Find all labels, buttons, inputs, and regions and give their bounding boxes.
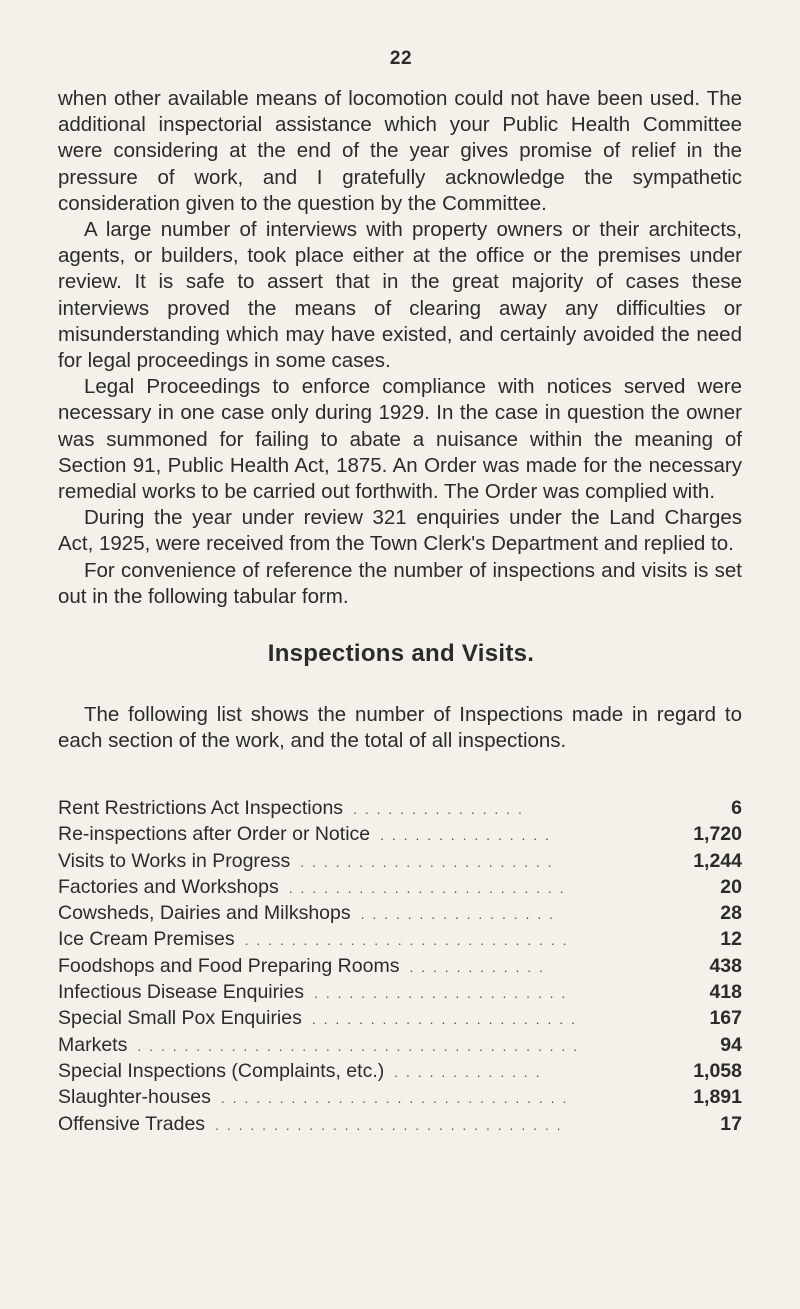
- dot-leader: . . . . . . . . . . . . . . .: [353, 801, 524, 817]
- report-body: [58, 86, 742, 610]
- paragraph-convenience: For convenience of reference the number of inspections and visits is set out in the following tabular form.: [58, 558, 742, 608]
- inspection-count: 20: [720, 875, 742, 898]
- inspection-label: Visits to Works in Progress: [58, 849, 291, 872]
- paragraph-legal-proceedings: Legal Proceedings to enforce compliance with notices served were necessary in one case only during 1929. In the case in question the owner was summoned for failing to abate a nuisance within the meaning of Section 91, Public Health Act, 1875. An Order was made for the necessary remedial works to be carried out forthwith. The Order was complied with.: [58, 375, 742, 504]
- inspection-count: 1,058: [693, 1059, 742, 1082]
- dot-leader: . . . . . . . . . . . . .: [394, 1063, 542, 1080]
- inspection-label: Rent Restrictions Act Inspections: [58, 797, 344, 819]
- inspection-label: Re-inspections after Order or Notice: [58, 823, 371, 846]
- inspection-label: Infectious Disease Enquiries: [58, 981, 305, 1004]
- dot-leader: . . . . . . . . . . . . . . . . .: [360, 906, 555, 923]
- inspection-label: Foodshops and Food Preparing Rooms: [58, 954, 400, 977]
- inspection-count: 418: [709, 981, 742, 1004]
- dot-leader: . . . . . . . . . . . . . . . . . . . . . . . . . . . . . .: [215, 1116, 563, 1133]
- section-intro: The following list shows the number of Inspections made in regard to each section of the work, and the total of all inspections.: [58, 703, 742, 753]
- inspection-count: 167: [709, 1007, 742, 1030]
- inspection-label: Offensive Trades: [58, 1112, 206, 1135]
- dot-leader: . . . . . . . . . . . . . . . . . . . . . . . .: [288, 879, 566, 896]
- dot-leader: . . . . . . . . . . . .: [409, 958, 545, 975]
- dot-leader: . . . . . . . . . . . . . . .: [380, 827, 551, 844]
- dot-leader: . . . . . . . . . . . . . . . . . . . . . . .: [311, 1011, 577, 1028]
- dot-leader: . . . . . . . . . . . . . . . . . . . . . . . . . . . . . .: [220, 1090, 569, 1107]
- paragraph-continuation: when other available means of locomotion could not have been used. The additional inspectorial assistance which your Public Health Committee were considering at the end of the year gives promise of relief in the pressure of work, and I gratefully acknowledge the sympathetic consideration given to the question by the Committee.: [58, 87, 742, 215]
- table-row: [58, 902, 742, 928]
- inspection-count: 12: [720, 928, 742, 951]
- inspection-count: 438: [709, 954, 742, 977]
- inspection-count: 17: [720, 1112, 742, 1135]
- section-heading: Inspections and Visits.: [267, 640, 535, 667]
- paragraph-land-charges: During the year under review 321 enquiries under the Land Charges Act, 1925, were received from the Town Clerk's Department and replied to.: [58, 506, 742, 556]
- table-row: [58, 823, 742, 849]
- inspection-label: Special Inspections (Complaints, etc.): [58, 1059, 385, 1082]
- table-row: [58, 850, 742, 876]
- inspection-label: Cowsheds, Dairies and Milkshops: [58, 902, 351, 925]
- inspection-count: 1,891: [693, 1086, 742, 1109]
- dot-leader: . . . . . . . . . . . . . . . . . . . . . . . . . . . .: [244, 932, 569, 949]
- table-row: [58, 928, 742, 954]
- table-row: [58, 1113, 742, 1139]
- page-number: 22: [389, 48, 413, 69]
- inspection-label: Factories and Workshops: [58, 875, 279, 898]
- inspection-count: 28: [720, 902, 742, 925]
- inspections-table: [58, 797, 742, 1139]
- dot-leader: . . . . . . . . . . . . . . . . . . . . . .: [300, 853, 554, 870]
- table-row: [58, 1060, 742, 1086]
- table-row: [58, 1034, 742, 1060]
- dot-leader: . . . . . . . . . . . . . . . . . . . . . . . . . . . . . . . . . . . . . .: [137, 1037, 580, 1054]
- inspection-label: Slaughter-houses: [58, 1086, 211, 1109]
- inspection-count: 1,720: [693, 823, 742, 846]
- inspection-label: Ice Cream Premises: [58, 928, 235, 951]
- table-row: [58, 1086, 742, 1112]
- table-row: [58, 955, 742, 981]
- inspection-count: 6: [731, 797, 742, 819]
- table-row: [58, 981, 742, 1007]
- table-row: [58, 876, 742, 902]
- inspection-label: Special Small Pox Enquiries: [58, 1007, 302, 1030]
- table-row: [58, 1007, 742, 1033]
- table-row: [58, 797, 742, 823]
- dot-leader: . . . . . . . . . . . . . . . . . . . . . .: [314, 985, 568, 1002]
- inspection-count: 94: [720, 1033, 742, 1056]
- inspection-label: Markets: [58, 1033, 128, 1056]
- paragraph-interviews: A large number of interviews with property owners or their architects, agents, or builders, took place either at the office or the premises under review. It is safe to assert that in the great majority of cases these interviews proved the means of clearing away any difficulties or misunderstanding which may have existed, and certainly avoided the need for legal proceedings in some cases.: [58, 218, 742, 373]
- inspection-count: 1,244: [693, 849, 742, 872]
